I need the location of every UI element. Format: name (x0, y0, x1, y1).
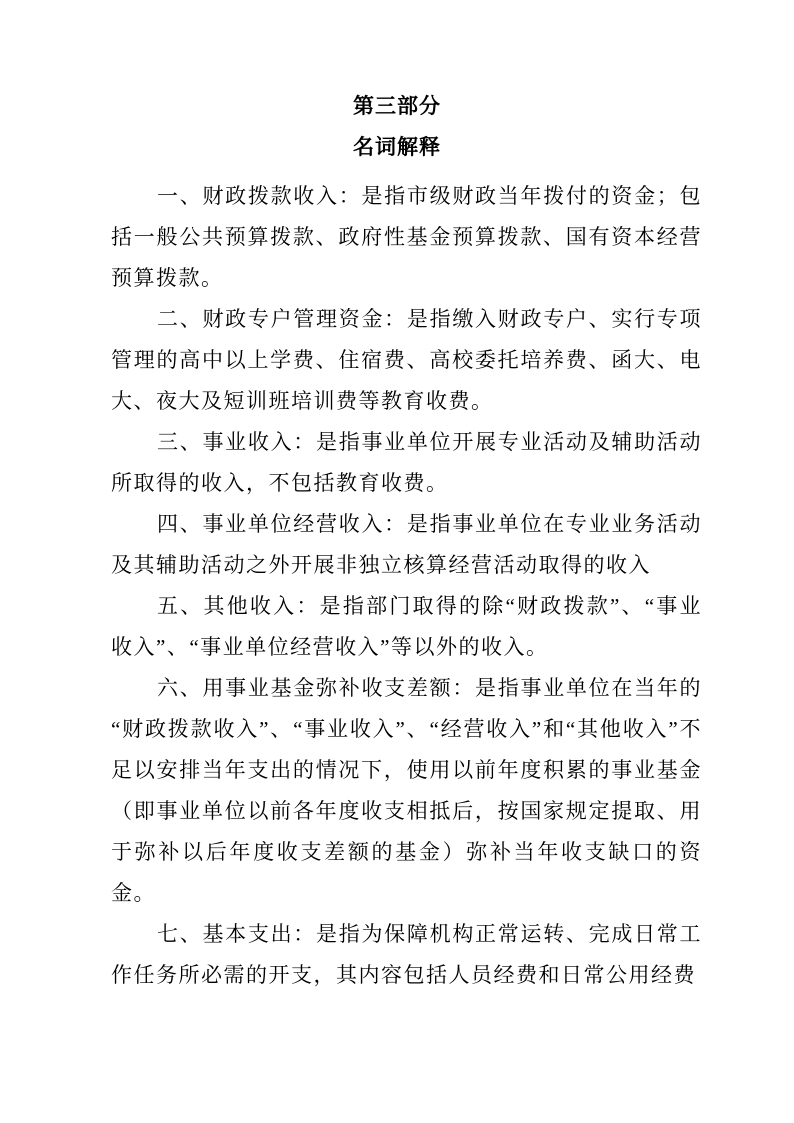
definition-text: 是指市级财政当年拨付的资金；包括一般公共预算拨款、政府性基金预算拨款、国有资本经营预算拨款。 (111, 184, 703, 290)
paragraph-number: 五、 (157, 594, 204, 618)
definition-text: 是指为保障机构正常运转、完成日常工作任务所必需的开支，其内容包括人员经费和日常公用经费 (111, 922, 703, 987)
term-label: 基本支出： (202, 922, 317, 946)
definition-paragraph (111, 586, 702, 668)
term-label: 用事业基金弥补收支差额： (202, 676, 476, 700)
paragraph-number: 六、 (157, 676, 203, 700)
definition-text: 是指事业单位开展专业活动及辅助活动所取得的收入，不包括教育收费。 (111, 430, 703, 495)
paragraph-number: 一、 (157, 184, 203, 208)
definitions-body (111, 176, 702, 996)
definition-paragraph (111, 504, 702, 586)
term-label: 事业单位经营收入： (202, 512, 407, 536)
term-label: 其他收入： (203, 594, 320, 618)
paragraph-number: 四、 (157, 512, 203, 536)
paragraph-number: 二、 (157, 307, 203, 331)
definition-paragraph (111, 299, 702, 422)
term-label: 财政专户管理资金： (202, 307, 407, 331)
paragraph-number: 七、 (157, 922, 203, 946)
definition-paragraph (111, 422, 702, 504)
definition-text: 是指事业单位在专业业务活动及其辅助活动之外开展非独立核算经营活动取得的收入 (111, 512, 703, 577)
definition-paragraph (111, 176, 702, 299)
definition-text: 是指缴入财政专户、实行专项管理的高中以上学费、住宿费、高校委托培养费、函大、电大、夜大及短训班培训费等教育收费。 (111, 307, 703, 413)
part-title: 第三部分 (353, 95, 441, 118)
term-label: 财政拨款收入： (202, 184, 362, 208)
definition-paragraph (111, 668, 702, 914)
definition-text: 是指事业单位在当年的“财政拨款收入”、“事业收入”、“经营收入”和“其他收入”不足以安排当年支出的情况下，使用以前年度积累的事业基金（即事业单位以前各年度收支相抵后，按国家规定提取、用于弥补以后年度收支差额的基金）弥补当年收支缺口的资金。 (111, 676, 703, 905)
section-title: 名词解释 (353, 136, 441, 159)
paragraph-number: 三、 (157, 430, 203, 454)
definition-text: 是指部门取得的除“财政拨款”、“事业收入”、“事业单位经营收入”等以外的收入。 (111, 594, 703, 659)
definition-paragraph (111, 914, 702, 996)
term-label: 事业收入： (202, 430, 317, 454)
